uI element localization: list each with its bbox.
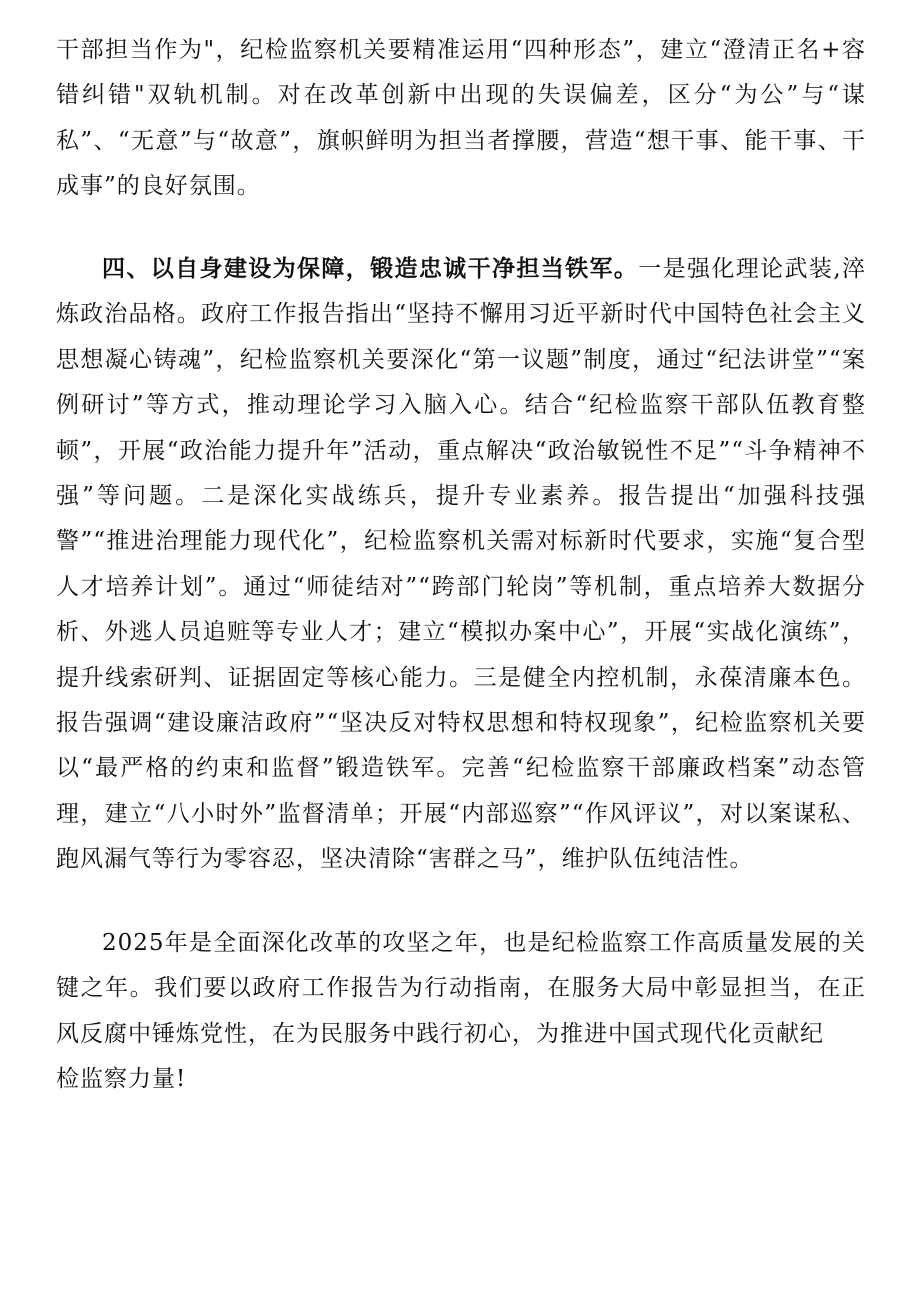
paragraph-1-text: 干部担当作为"，纪检监察机关要精准运用“四种形态”，建立“澄清正名+容错纠错"双轨机制。对在改革创新中出现的失误偏差，区分“为公”与“谋私”、“无意”与“故意”，旗帜鲜明为担当者撑腰，营造“想干事、能干事、干成事”的良好氛围。 <box>56 37 866 200</box>
paragraph-2-text: 一是强化理论武装,淬炼政治品格。政府工作报告指出“坚持不懈用习近平新时代中国特色社会主义思想凝心铸魂”，纪检监察机关要深化“第一议题”制度，通过“纪法讲堂”“案例研讨”等方式，推动理论学习入脑入心。结合“纪检监察干部队伍教育整顿”，开展“政治能力提升年”活动，重点解决“政治敏锐性不足”“斗争精神不强”等问题。二是深化实战练兵，提升专业素养。报告提出“加强科技强警”“推进治理能力现代化”，纪检监察机关需对标新时代要求，实施“复合型人才培养计划”。通过“师徒结对”“跨部门轮岗”等机制，重点培养大数据分析、外逃人员追赃等专业人才；建立“模拟办案中心”，开展“实战化演练”，提升线索研判、证据固定等核心能力。三是健全内控机制，永葆清廉本色。报告强调“建设廉洁政府”“坚决反对特权思想和特权现象”，纪检监察机关要以“最严格的约束和监督”锻造铁军。完善“纪检监察干部廉政档案”动态管理，建立“八小时外”监督清单；开展“内部巡察”“作风评议”，对以案谋私、跑风漏气等行为零容忍，坚决清除“害群之马”，维护队伍纯洁性。 <box>56 256 867 873</box>
paragraph-conclusion <box>56 921 866 1103</box>
paragraph-3-last-line: 检监察力量! <box>56 1066 187 1093</box>
paragraph-3-text: 2025年是全面深化改革的攻坚之年，也是纪检监察工作高质量发展的关键之年。我们要以政府工作报告为行动指南，在服务大局中彰显担当，在正风反腐中锤炼党性，在为民服务中践行初心，为推进中国式现代化贡献纪 <box>56 930 866 1047</box>
paragraph-section-four <box>56 247 866 883</box>
section-four-heading: 四、以自身建设为保障，锻造忠诚干净担当铁军。 <box>102 256 639 282</box>
paragraph-continuation <box>56 28 866 210</box>
